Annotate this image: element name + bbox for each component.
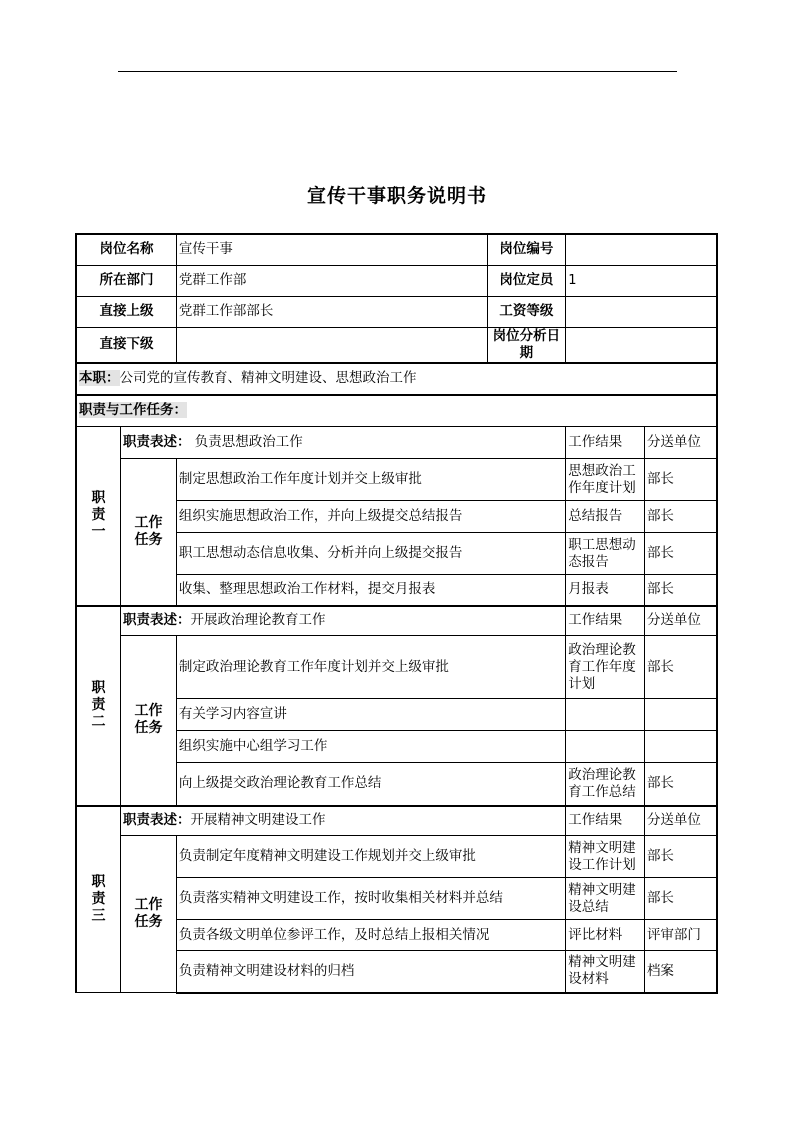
label-position-name: 岗位名称	[76, 234, 176, 265]
task-row	[76, 459, 717, 501]
benzhi-row	[76, 363, 717, 395]
duty-desc-row	[76, 606, 717, 636]
duty-desc-row	[76, 427, 717, 459]
task-result: 职工思想动态报告	[566, 533, 645, 575]
task-dest: 部长	[644, 878, 717, 920]
value-headcount: 1	[566, 265, 717, 296]
label-supervisor: 直接上级	[76, 296, 176, 327]
task-dest: 部长	[644, 763, 717, 806]
col-result-header: 工作结果	[566, 806, 645, 836]
duty-desc-row	[76, 806, 717, 836]
task-dest: 部长	[644, 575, 717, 606]
task-result: 政治理论教育工作年度计划	[566, 636, 645, 699]
task-result: 政治理论教育工作总结	[566, 763, 645, 806]
task-result: 思想政治工作年度计划	[566, 459, 645, 501]
col-dest-header: 分送单位	[644, 606, 717, 636]
task-result: 精神文明建设材料	[566, 951, 645, 993]
task-dest: 档案	[644, 951, 717, 993]
task-label: 工作 任务	[121, 636, 177, 806]
value-salary-grade	[566, 296, 717, 327]
header-rule	[118, 71, 677, 72]
label-department: 所在部门	[76, 265, 176, 296]
col-dest-header: 分送单位	[644, 427, 717, 459]
col-dest-header: 分送单位	[644, 806, 717, 836]
duties-header-label: 职责与工作任务：	[79, 402, 187, 419]
task-text: 有关学习内容宣讲	[176, 699, 565, 731]
job-description-table	[75, 233, 718, 994]
col-result-header: 工作结果	[566, 427, 645, 459]
task-text: 向上级提交政治理论教育工作总结	[176, 763, 565, 806]
label-salary-grade: 工资等级	[487, 296, 566, 327]
task-row	[76, 636, 717, 699]
task-text: 负责精神文明建设材料的归档	[176, 951, 565, 993]
basic-row	[76, 265, 717, 296]
benzhi-label: 本职：	[79, 370, 120, 386]
value-supervisor: 党群工作部部长	[176, 296, 487, 327]
duties-header	[76, 395, 717, 427]
task-dest: 评审部门	[644, 920, 717, 951]
task-dest	[644, 731, 717, 763]
label-headcount: 岗位定员	[487, 265, 566, 296]
task-result: 总结报告	[566, 501, 645, 533]
task-text: 制定政治理论教育工作年度计划并交上级审批	[176, 636, 565, 699]
task-result	[566, 699, 645, 731]
label-subordinate: 直接下级	[76, 327, 176, 363]
task-dest: 部长	[644, 459, 717, 501]
task-dest: 部长	[644, 636, 717, 699]
value-position-name: 宣传干事	[176, 234, 487, 265]
task-result: 精神文明建设工作计划	[566, 836, 645, 878]
value-department: 党群工作部	[176, 265, 487, 296]
duty-1-desc: 职责表述： 负责思想政治工作	[121, 427, 566, 459]
task-result: 月报表	[566, 575, 645, 606]
duty-2-desc: 职责表述：开展政治理论教育工作	[121, 606, 566, 636]
benzhi-cell	[76, 363, 717, 395]
task-label: 工作 任务	[121, 836, 177, 993]
task-text: 负责制定年度精神文明建设工作规划并交上级审批	[176, 836, 565, 878]
col-result-header: 工作结果	[566, 606, 645, 636]
duty-1-label: 职 责 一	[76, 427, 121, 606]
duty-2-label: 职 责 二	[76, 606, 121, 806]
duties-header-row	[76, 395, 717, 427]
document-title: 宣传干事职务说明书	[306, 185, 487, 207]
basic-row	[76, 234, 717, 265]
task-text: 负责落实精神文明建设工作，按时收集相关材料并总结	[176, 878, 565, 920]
task-dest: 部长	[644, 501, 717, 533]
basic-row	[76, 296, 717, 327]
task-dest	[644, 699, 717, 731]
task-text: 职工思想动态信息收集、分析并向上级提交报告	[176, 533, 565, 575]
task-text: 制定思想政治工作年度计划并交上级审批	[176, 459, 565, 501]
duty-3-desc: 职责表述：开展精神文明建设工作	[121, 806, 566, 836]
task-dest: 部长	[644, 533, 717, 575]
value-position-code	[566, 234, 717, 265]
duty-3-label: 职 责 三	[76, 806, 121, 993]
task-text: 组织实施中心组学习工作	[176, 731, 565, 763]
task-result: 精神文明建设总结	[566, 878, 645, 920]
value-subordinate	[176, 327, 487, 363]
task-text: 组织实施思想政治工作，并向上级提交总结报告	[176, 501, 565, 533]
task-result	[566, 731, 645, 763]
task-label: 工作 任务	[121, 459, 177, 606]
task-text: 收集、整理思想政治工作材料，提交月报表	[176, 575, 565, 606]
label-position-code: 岗位编号	[487, 234, 566, 265]
task-result: 评比材料	[566, 920, 645, 951]
task-row	[76, 836, 717, 878]
basic-row	[76, 327, 717, 363]
value-analysis-date	[566, 327, 717, 363]
benzhi-text: 公司党的宣传教育、精神文明建设、思想政治工作	[119, 370, 417, 386]
label-analysis-date: 岗位分析日期	[487, 327, 566, 363]
task-text: 负责各级文明单位参评工作，及时总结上报相关情况	[176, 920, 565, 951]
task-dest: 部长	[644, 836, 717, 878]
